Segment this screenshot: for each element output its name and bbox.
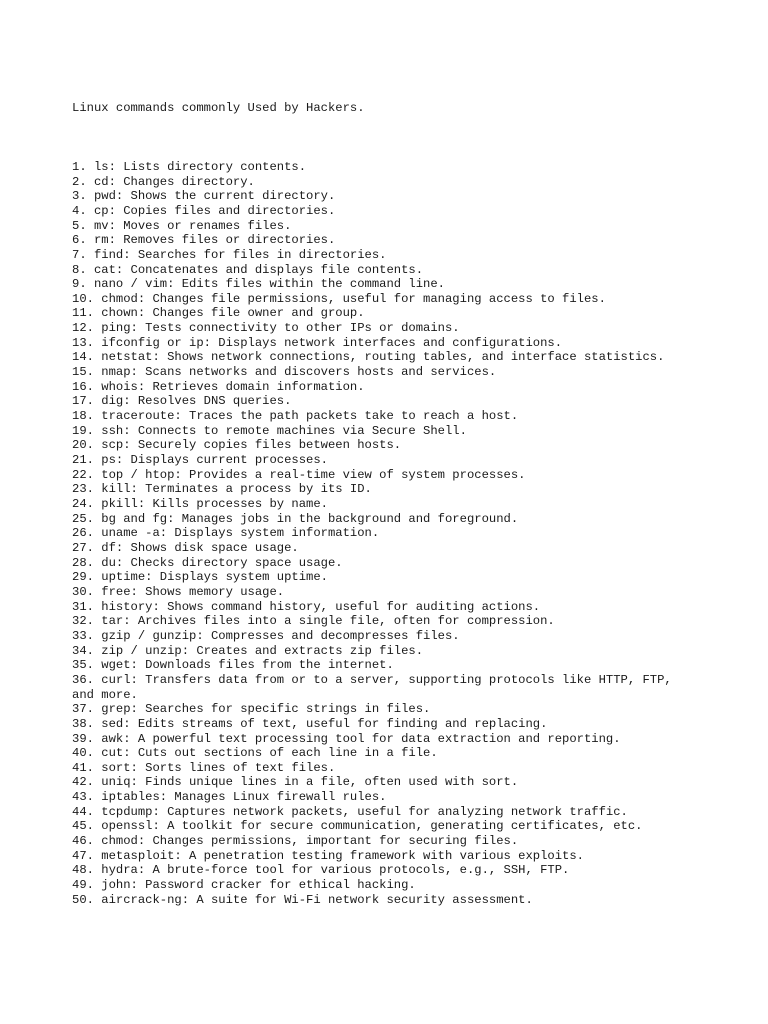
command-list-item: 24. pkill: Kills processes by name.: [72, 497, 328, 512]
command-list-item: 36. curl: Transfers data from or to a server, supporting protocols like HTTP, FTP, and more.: [72, 672, 672, 702]
document-page: [72, 72, 722, 922]
command-list-item: 43. iptables: Manages Linux firewall rules.: [72, 790, 387, 805]
command-list-item: 34. zip / unzip: Creates and extracts zip files.: [72, 643, 424, 658]
command-list-item: 49. john: Password cracker for ethical hacking.: [72, 878, 416, 893]
command-list-item: 33. gzip / gunzip: Compresses and decompresses files.: [72, 628, 460, 643]
command-list-item: 26. uname -a: Displays system information.: [72, 526, 380, 541]
command-list-item: 50. aircrack-ng: A suite for Wi-Fi network security assessment.: [72, 892, 533, 907]
command-list-item: 12. ping: Tests connectivity to other IPs or domains.: [72, 321, 460, 336]
command-list: [72, 160, 722, 907]
command-list-item: 32. tar: Archives files into a single file, often for compression.: [72, 614, 555, 629]
command-list-item: 6. rm: Removes files or directories.: [72, 233, 336, 248]
command-list-item: 15. nmap: Scans networks and discovers hosts and services.: [72, 365, 497, 380]
command-list-item: 47. metasploit: A penetration testing framework with various exploits.: [72, 848, 584, 863]
command-list-item: 48. hydra: A brute-force tool for various protocols, e.g., SSH, FTP.: [72, 863, 570, 878]
command-list-item: 22. top / htop: Provides a real-time view of system processes.: [72, 467, 526, 482]
command-list-item: 40. cut: Cuts out sections of each line in a file.: [72, 746, 438, 761]
command-list-item: 30. free: Shows memory usage.: [72, 584, 285, 599]
command-list-item: 45. openssl: A toolkit for secure communication, generating certificates, etc.: [72, 819, 643, 834]
command-list-item: 42. uniq: Finds unique lines in a file, often used with sort.: [72, 775, 519, 790]
command-list-item: 3. pwd: Shows the current directory.: [72, 189, 336, 204]
command-list-item: 20. scp: Securely copies files between hosts.: [72, 438, 402, 453]
command-list-item: 2. cd: Changes directory.: [72, 174, 255, 189]
command-list-item: 29. uptime: Displays system uptime.: [72, 570, 328, 585]
command-list-item: 5. mv: Moves or renames files.: [72, 218, 292, 233]
command-list-item: 1. ls: Lists directory contents.: [72, 159, 307, 174]
command-list-item: 41. sort: Sorts lines of text files.: [72, 760, 336, 775]
command-list-item: 13. ifconfig or ip: Displays network interfaces and configurations.: [72, 335, 563, 350]
command-list-item: 4. cp: Copies files and directories.: [72, 203, 336, 218]
command-list-item: 35. wget: Downloads files from the internet.: [72, 658, 394, 673]
command-list-item: 25. bg and fg: Manages jobs in the background and foreground.: [72, 511, 519, 526]
command-list-item: 7. find: Searches for files in directories.: [72, 247, 387, 262]
command-list-item: 38. sed: Edits streams of text, useful for finding and replacing.: [72, 716, 548, 731]
command-list-item: 21. ps: Displays current processes.: [72, 453, 328, 468]
command-list-item: 19. ssh: Connects to remote machines via Secure Shell.: [72, 423, 467, 438]
command-list-item: 10. chmod: Changes file permissions, useful for managing access to files.: [72, 291, 606, 306]
command-list-item: 27. df: Shows disk space usage.: [72, 540, 299, 555]
document-title: Linux commands commonly Used by Hackers.: [72, 101, 365, 116]
command-list-item: 44. tcpdump: Captures network packets, useful for analyzing network traffic.: [72, 804, 628, 819]
command-list-item: 11. chown: Changes file owner and group.: [72, 306, 365, 321]
command-list-item: 31. history: Shows command history, useful for auditing actions.: [72, 599, 541, 614]
command-list-item: 9. nano / vim: Edits files within the command line.: [72, 277, 445, 292]
command-list-item: 28. du: Checks directory space usage.: [72, 555, 343, 570]
command-list-item: 37. grep: Searches for specific strings in files.: [72, 702, 431, 717]
command-list-item: 46. chmod: Changes permissions, important for securing files.: [72, 834, 519, 849]
command-list-item: 8. cat: Concatenates and displays file contents.: [72, 262, 424, 277]
command-list-item: 16. whois: Retrieves domain information.: [72, 379, 365, 394]
command-list-item: 17. dig: Resolves DNS queries.: [72, 394, 292, 409]
command-list-item: 23. kill: Terminates a process by its ID.: [72, 482, 372, 497]
command-list-item: 18. traceroute: Traces the path packets take to reach a host.: [72, 409, 519, 424]
command-list-item: 39. awk: A powerful text processing tool for data extraction and reporting.: [72, 731, 621, 746]
command-list-item: 14. netstat: Shows network connections, routing tables, and interface statistics.: [72, 350, 665, 365]
